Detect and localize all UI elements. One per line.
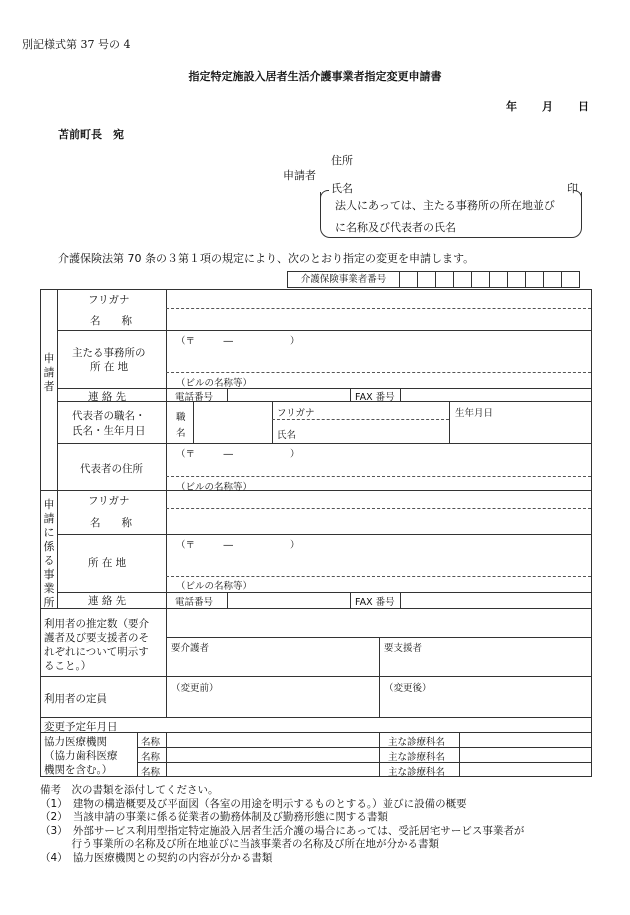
applicant-name-row-label: 名 称 [90, 315, 132, 327]
user-estimate-label: 護者及び要支援者のそ [44, 632, 149, 644]
table-divider [400, 388, 401, 401]
table-divider [40, 490, 591, 491]
birth-date-label: 生年月日 [455, 408, 494, 419]
provider-number-cell[interactable] [436, 271, 454, 288]
table-divider [449, 401, 450, 443]
table-dashed-line [272, 419, 449, 420]
table-divider [57, 592, 591, 593]
table-divider [57, 534, 591, 535]
document-title: 指定特定施設入居者生活介護事業者指定変更申請書 [188, 70, 442, 83]
table-divider [166, 289, 167, 717]
postal-code-field[interactable]: （〒 ― ） [176, 336, 300, 347]
table-divider [40, 732, 591, 733]
contact-label: 連 絡 先 [88, 391, 127, 403]
provider-number-cell[interactable] [472, 271, 490, 288]
remarks-section [40, 784, 524, 866]
support-needed-label: 要支援者 [384, 643, 423, 654]
applicant-label: 申請者 [283, 169, 316, 182]
table-divider [137, 747, 591, 748]
facility-side-label: 申請に係る事業所 [43, 498, 55, 609]
medical-departments-label: 主な診療科名 [388, 767, 446, 778]
facility-address-label: 所 在 地 [88, 557, 127, 569]
fax-label: FAX 番号 [355, 392, 395, 403]
remarks-item: （4） 協力医療機関との契約の内容が分かる書類 [40, 851, 273, 864]
fax-label: FAX 番号 [355, 597, 395, 608]
table-border [591, 289, 592, 777]
provider-number-cell[interactable] [508, 271, 526, 288]
table-divider [57, 388, 591, 389]
intro-statement: 介護保険法第 70 条の３第１項の規定により、次のとおり指定の変更を申請します。 [58, 252, 475, 265]
medical-institution-label: 協力医療機関 [44, 736, 107, 748]
date-day-label: 日 [578, 100, 589, 113]
table-divider [57, 289, 58, 608]
corporate-note-bracket [320, 192, 582, 238]
provider-number-cell[interactable] [400, 271, 418, 288]
table-divider [400, 592, 401, 608]
table-divider [459, 732, 460, 777]
medical-institution-label: 機関を含む。） [44, 764, 113, 776]
provider-number-cell[interactable] [490, 271, 508, 288]
table-divider [137, 762, 591, 763]
building-name-field[interactable]: （ビルの名称等） [176, 482, 253, 493]
care-needed-label: 要介護者 [171, 643, 210, 654]
table-divider [193, 401, 194, 443]
corporate-note-line: に名称及び代表者の氏名 [335, 221, 456, 234]
table-divider [40, 717, 591, 718]
table-divider [40, 676, 591, 677]
medical-institution-label: （協力歯科医療 [44, 750, 118, 762]
phone-label: 電話番号 [175, 597, 214, 608]
medical-name-label: 名称 [141, 737, 161, 748]
table-divider [166, 732, 167, 777]
building-name-field[interactable]: （ビルの名称等） [176, 378, 253, 389]
table-border [40, 776, 592, 777]
user-estimate-label: ること。） [44, 660, 92, 672]
seal-mark: 印 [567, 182, 578, 195]
provider-number-cell[interactable] [526, 271, 544, 288]
applicant-furigana-label: フリガナ [88, 294, 130, 306]
medical-departments-label: 主な診療科名 [388, 752, 446, 763]
remarks-item: （3） 外部サービス利用型指定特定施設入居者生活介護の場合にあっては、受託居宅サービス事業者が [40, 824, 525, 837]
contact-label: 連 絡 先 [88, 595, 127, 607]
representative-label: 氏名・生年月日 [72, 425, 146, 437]
change-date-label: 変更予定年月日 [44, 721, 118, 733]
remarks-item: （2） 当該申請の事業に係る従業者の勤務体制及び勤務形態に関する書類 [40, 811, 388, 824]
provider-number-cell[interactable] [562, 271, 580, 288]
table-divider [57, 401, 591, 402]
after-change-label: （変更後） [384, 683, 432, 694]
table-divider [379, 637, 380, 717]
applicant-side-label: 申請者 [43, 352, 55, 393]
building-name-field[interactable]: （ビルの名称等） [176, 581, 253, 592]
medical-departments-label: 主な診療科名 [388, 737, 446, 748]
position-label: 名 [176, 428, 186, 439]
applicant-address-label: 住所 [331, 154, 353, 167]
table-divider [40, 608, 591, 609]
addressee: 苫前町長 宛 [58, 128, 124, 141]
table-divider [227, 388, 228, 401]
postal-code-field[interactable]: （〒 ― ） [176, 449, 300, 460]
table-divider [272, 401, 273, 443]
table-divider [57, 330, 591, 331]
before-change-label: （変更前） [171, 683, 219, 694]
facility-furigana-label: フリガナ [88, 495, 130, 507]
form-number: 別記様式第 37 号の 4 [22, 38, 131, 51]
table-divider [57, 443, 591, 444]
position-label: 職 [176, 412, 186, 423]
provider-number-cell[interactable] [454, 271, 472, 288]
office-address-label: 所 在 地 [90, 361, 129, 373]
provider-number-cell[interactable] [418, 271, 436, 288]
postal-code-field[interactable]: （〒 ― ） [176, 540, 300, 551]
remarks-heading: 備考 次の書類を添付してください。 [40, 784, 219, 796]
table-divider [350, 388, 351, 401]
table-divider [350, 592, 351, 608]
table-divider [379, 732, 380, 777]
representative-label: 代表者の職名・ [72, 410, 146, 422]
table-dashed-line [166, 372, 591, 373]
user-estimate-label: れぞれについて明示す [44, 646, 149, 658]
office-address-label: 主たる事務所の [72, 347, 146, 359]
table-dashed-line [166, 508, 591, 509]
date-month-label: 月 [542, 100, 553, 113]
phone-label: 電話番号 [175, 392, 214, 403]
remarks-item: 行う事業所の名称及び所在地並びに当該事業者の名称及び所在地が分かる書類 [40, 838, 439, 851]
facility-name-label: 名 称 [90, 517, 132, 529]
applicant-name-label: 氏名 [331, 182, 353, 195]
table-dashed-line [166, 476, 591, 477]
user-estimate-label: 利用者の推定数（要介 [44, 618, 149, 630]
representative-furigana-label: フリガナ [277, 408, 315, 419]
provider-number-cell[interactable] [544, 271, 562, 288]
date-year-label: 年 [506, 100, 517, 113]
table-divider [227, 592, 228, 608]
remarks-item: （1） 建物の構造概要及び平面図（各室の用途を明示するものとする。）並びに設備の概要 [40, 797, 467, 810]
medical-name-label: 名称 [141, 767, 161, 778]
representative-address-label: 代表者の住所 [80, 463, 143, 475]
medical-name-label: 名称 [141, 752, 161, 763]
table-border [40, 289, 592, 290]
table-divider [137, 732, 138, 777]
table-dashed-line [166, 576, 591, 577]
representative-name-label: 氏名 [277, 430, 297, 441]
corporate-note-line: 法人にあっては、主たる事務所の所在地並び [335, 199, 555, 212]
provider-number-label: 介護保険事業者番号 [287, 271, 400, 288]
capacity-label: 利用者の定員 [44, 693, 107, 705]
table-dashed-line [166, 308, 591, 309]
